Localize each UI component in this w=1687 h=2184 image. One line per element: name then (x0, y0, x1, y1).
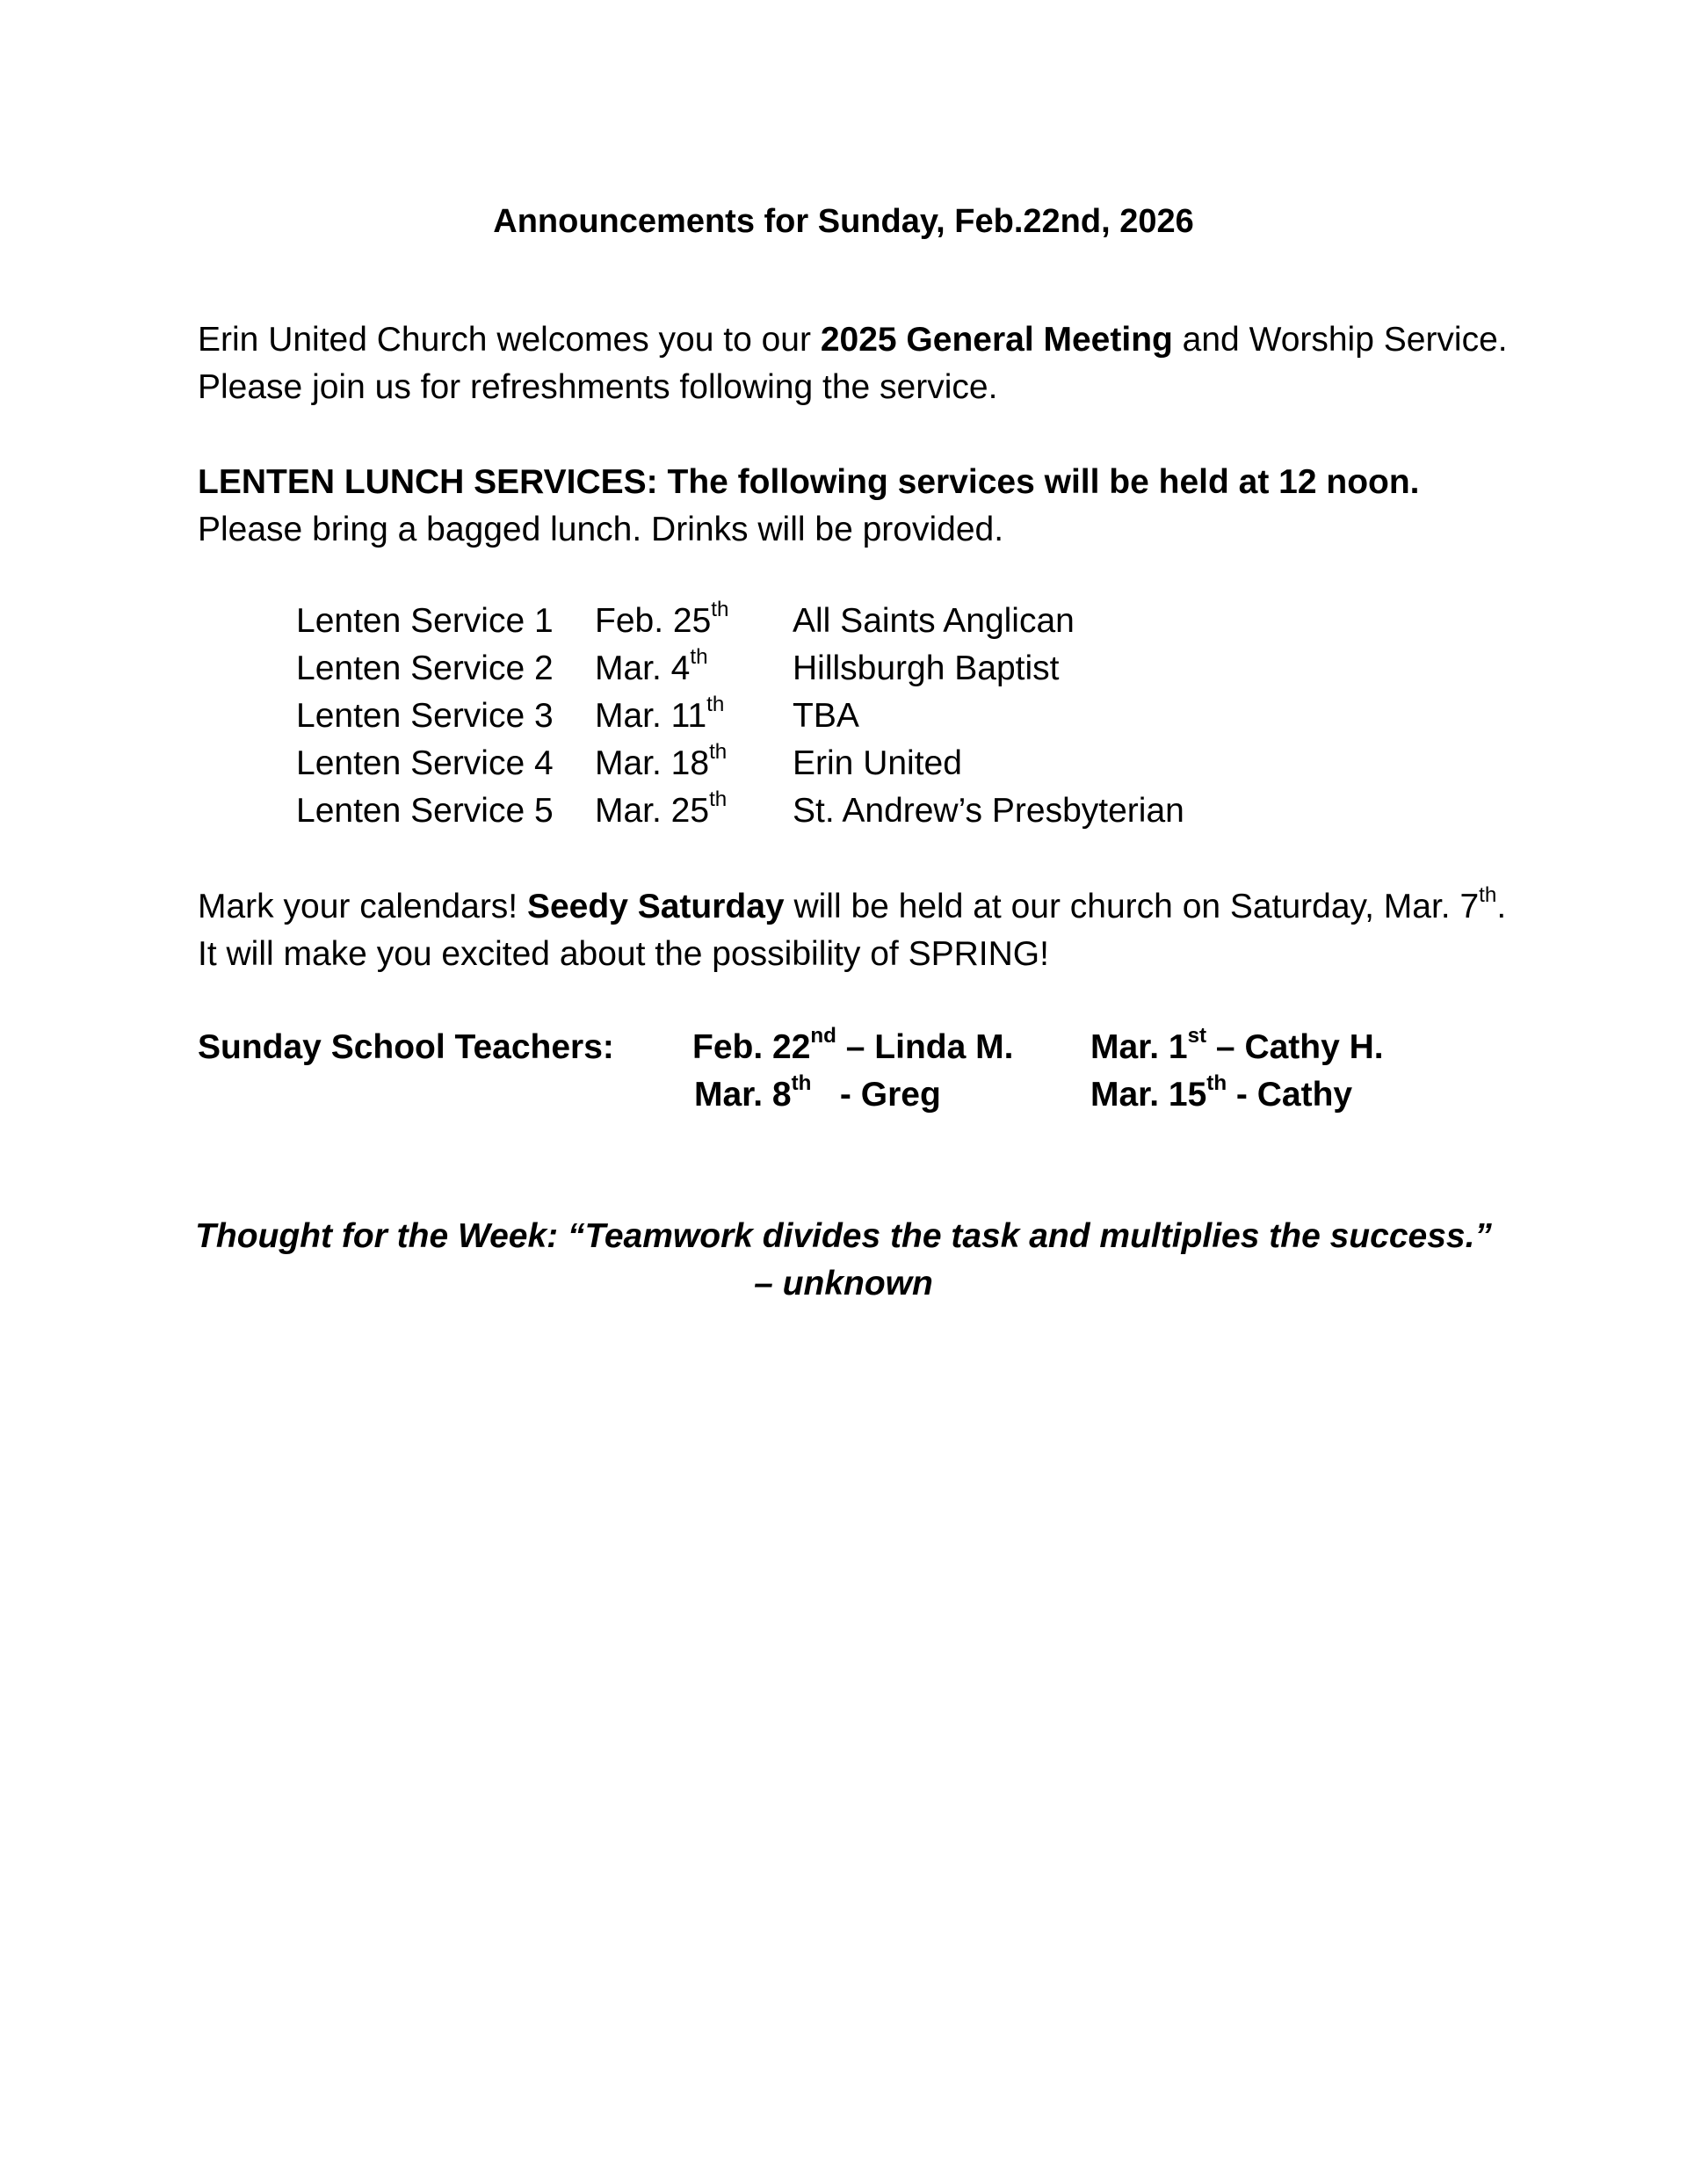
lenten-service-date-suffix: th (706, 692, 725, 716)
sunday-school-teachers (198, 1024, 1516, 1119)
lenten-service-date (595, 740, 727, 787)
seedy-saturday-paragraph (198, 883, 1516, 978)
lenten-service-row (296, 598, 1263, 645)
lenten-service-church: St. Andrew’s Presbyterian (793, 792, 1184, 830)
lenten-service-date-text: Mar. 11 (595, 697, 707, 735)
teacher-date-suffix: th (791, 1070, 812, 1095)
lenten-service-date (595, 693, 724, 740)
welcome-paragraph (198, 316, 1516, 411)
lenten-service-name: Lenten Service 5 (296, 792, 554, 830)
teacher-date: Mar. 1 (1090, 1028, 1188, 1066)
teacher-name: – Linda M. (836, 1028, 1014, 1066)
teachers-label: Sunday School Teachers: (198, 1028, 614, 1066)
lenten-service-date (595, 787, 727, 835)
thought-quote: Thought for the Week: “Teamwork divides the task and multiplies the success.” (195, 1217, 1492, 1255)
welcome-text-post: and Worship Service. Please join us for refreshments following the service. (198, 321, 1508, 406)
teacher-entry (692, 1024, 1013, 1071)
teacher-entry (1090, 1024, 1384, 1071)
seedy-text-post: . It will make you excited about the possibility of SPRING! (198, 888, 1507, 973)
teacher-name: - Cathy (1227, 1076, 1353, 1114)
teacher-date: Mar. 15 (1090, 1076, 1207, 1114)
lenten-service-church: All Saints Anglican (793, 602, 1075, 640)
teacher-entry (694, 1071, 941, 1119)
lenten-service-church: Hillsburgh Baptist (793, 649, 1060, 687)
lenten-service-row (296, 645, 1263, 693)
lenten-service-date-text: Mar. 4 (595, 649, 691, 687)
teacher-date: Feb. 22 (692, 1028, 811, 1066)
teacher-name: – Cathy H. (1206, 1028, 1384, 1066)
lenten-service-date-suffix: th (711, 597, 729, 621)
lenten-intro-post: Please bring a bagged lunch. Drinks will be provided. (198, 511, 1004, 548)
teacher-date-suffix: th (1206, 1070, 1227, 1095)
thought-attribution: – unknown (754, 1265, 933, 1302)
lenten-service-church: Erin United (793, 744, 962, 782)
welcome-text-pre: Erin United Church welcomes you to our (198, 321, 821, 359)
teacher-date-suffix: nd (810, 1023, 836, 1048)
lenten-intro-bold: LENTEN LUNCH SERVICES: The following services will be held at 12 noon. (198, 463, 1420, 501)
lenten-service-date (595, 598, 728, 645)
teacher-entry (1090, 1071, 1352, 1119)
lenten-service-date (595, 645, 708, 693)
lenten-service-date-text: Mar. 18 (595, 744, 710, 782)
thought-for-the-week (0, 1213, 1687, 1308)
lenten-service-name: Lenten Service 2 (296, 649, 554, 687)
teacher-date-suffix: st (1187, 1023, 1207, 1048)
lenten-services-list (296, 598, 1263, 835)
seedy-text-bold: Seedy Saturday (526, 888, 785, 925)
welcome-text-bold: 2025 General Meeting (820, 321, 1173, 359)
lenten-service-row (296, 787, 1263, 835)
lenten-service-name: Lenten Service 4 (296, 744, 554, 782)
lenten-service-name: Lenten Service 3 (296, 697, 554, 735)
teacher-name: - Greg (811, 1076, 941, 1114)
seedy-date-suffix: th (1479, 882, 1497, 907)
seedy-text-pre: Mark your calendars! (198, 888, 527, 925)
lenten-service-date-suffix: th (709, 787, 728, 811)
lenten-service-name: Lenten Service 1 (296, 602, 554, 640)
lenten-service-date-text: Mar. 25 (595, 792, 710, 830)
page-title: Announcements for Sunday, Feb.22nd, 2026 (493, 203, 1194, 240)
teacher-date: Mar. 8 (694, 1076, 792, 1114)
lenten-service-row (296, 693, 1263, 740)
lenten-service-row (296, 740, 1263, 787)
lenten-service-date-suffix: th (690, 644, 708, 669)
lenten-service-date-suffix: th (709, 739, 728, 764)
lenten-service-church: TBA (793, 697, 859, 735)
lenten-service-date-text: Feb. 25 (595, 602, 712, 640)
lenten-intro-paragraph (198, 459, 1516, 554)
seedy-text-mid: will be held at our church on Saturday, Mar. 7 (784, 888, 1480, 925)
